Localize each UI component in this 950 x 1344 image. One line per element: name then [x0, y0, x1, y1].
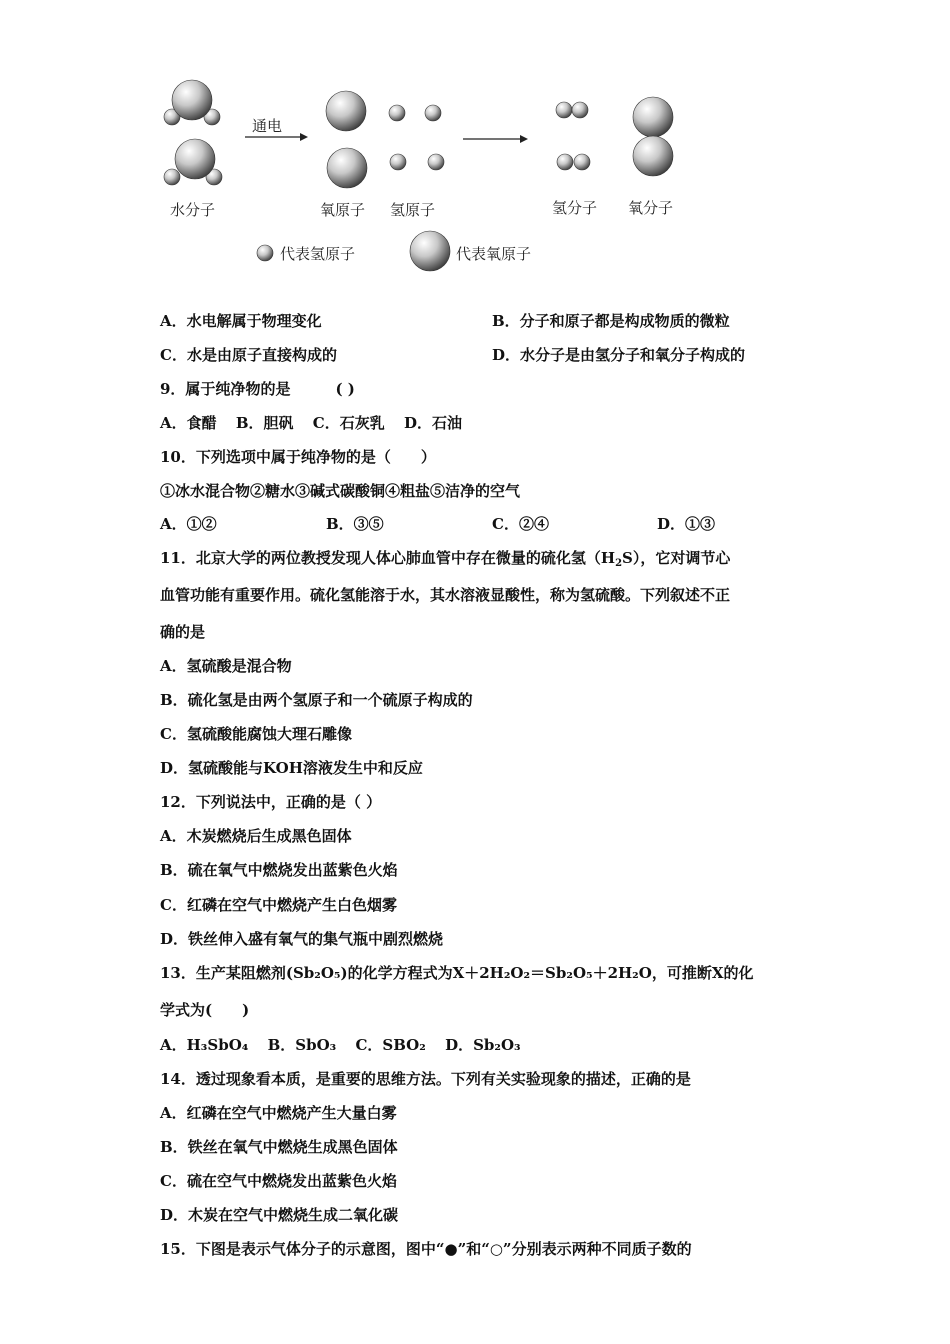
- q14-option-b: B．铁丝在氧气中燃烧生成黑色固体: [160, 1138, 398, 1156]
- q10-option-c: C．②④: [492, 515, 549, 533]
- label-hydrogen-molecule: 氢分子: [552, 199, 598, 217]
- q8-option-c: C．水是由原子直接构成的: [160, 346, 337, 364]
- legend-oxygen-label: 代表氧原子: [456, 245, 532, 263]
- q10-option-d: D．①③: [657, 515, 716, 533]
- label-water-molecule: 水分子: [170, 201, 216, 219]
- electrolysis-diagram: [150, 70, 710, 285]
- hydrogen-atom-1: [389, 105, 405, 121]
- water-molecule-bottom: [164, 139, 222, 185]
- hydrogen-atom-2: [425, 105, 441, 121]
- q12-option-d: D．铁丝伸入盛有氧气的集气瓶中剧烈燃烧: [160, 930, 444, 948]
- q10-items: ①冰水混合物②糖水③碱式碳酸铜④粗盐⑤洁净的空气: [160, 482, 521, 500]
- q11-stem-line2: 血管功能有重要作用。硫化氢能溶于水，其水溶液显酸性，称为氢硫酸。下列叙述不正: [160, 586, 731, 604]
- q9-options: [160, 413, 476, 433]
- oxygen-atom-2: [327, 148, 367, 188]
- reaction-arrow-1-head: [300, 133, 308, 141]
- water-molecule-top: [164, 80, 220, 125]
- q12-option-c: C．红磷在空气中燃烧产生白色烟雾: [160, 896, 397, 914]
- q11-option-c: C．氢硫酸能腐蚀大理石雕像: [160, 725, 352, 743]
- q13-options: [160, 1035, 535, 1055]
- q9-option-b: B．胆矾: [235, 414, 294, 432]
- q10-option-b: B．③⑤: [326, 515, 384, 533]
- q10-option-a: A．①②: [160, 515, 217, 533]
- q14-option-d: D．木炭在空气中燃烧生成二氧化碳: [160, 1206, 399, 1224]
- q11-option-a: A．氢硫酸是混合物: [160, 657, 292, 675]
- q13-option-b: B．SbO₃: [267, 1036, 337, 1054]
- hydrogen-molecule-1: [556, 102, 588, 118]
- hydrogen-atom-3: [390, 154, 406, 170]
- q13-stem-line1: 13．生产某阻燃剂(Sb₂O₅)的化学方程式为X＋2H₂O₂＝Sb₂O₅＋2H₂O，可推断X的化: [160, 964, 754, 982]
- q14-stem: 14．透过现象看本质，是重要的思维方法。下列有关实验现象的描述，正确的是: [160, 1070, 691, 1088]
- q13-option-c: C．SBO₂: [355, 1036, 426, 1054]
- q10-stem: 10．下列选项中属于纯净物的是（ ）: [160, 448, 436, 466]
- q13-stem-line2: 学式为( ): [160, 1001, 250, 1019]
- label-oxygen-molecule: 氧分子: [628, 199, 674, 217]
- q13-option-a: A．H₃SbO₄: [160, 1036, 249, 1054]
- arrow-label-electricity: 通电: [252, 117, 283, 135]
- q12-option-b: B．硫在氧气中燃烧发出蓝紫色火焰: [160, 861, 398, 879]
- legend-oxygen-symbol: [410, 231, 450, 271]
- oxygen-molecule: [633, 97, 673, 176]
- q11-stem-line1: 11．北京大学的两位教授发现人体心肺血管中存在微量的硫化氢$(H_2S)$，它对调节心: [160, 549, 731, 569]
- reaction-arrow-2-head: [520, 135, 528, 143]
- oxygen-atom-1: [326, 91, 366, 131]
- legend-hydrogen-symbol: [257, 245, 273, 261]
- legend-hydrogen-label: 代表氢原子: [280, 245, 356, 263]
- hydrogen-atom-4: [428, 154, 444, 170]
- q8-option-a: A．水电解属于物理变化: [160, 312, 322, 330]
- q15-stem: 15．下图是表示气体分子的示意图，图中“●”和“○”分别表示两种不同质子数的: [160, 1240, 692, 1258]
- q14-option-a: A．红磷在空气中燃烧产生大量白雾: [160, 1104, 397, 1122]
- q12-stem: 12．下列说法中，正确的是（ ）: [160, 793, 382, 811]
- q8-option-b: B．分子和原子都是构成物质的微粒: [492, 312, 730, 330]
- q11-option-d: D．氢硫酸能与KOH溶液发生中和反应: [160, 759, 423, 777]
- label-hydrogen-atom: 氢原子: [390, 201, 436, 219]
- q9-option-c: C．石灰乳: [312, 414, 385, 432]
- q11-option-b: B．硫化氢是由两个氢原子和一个硫原子构成的: [160, 691, 473, 709]
- q12-option-a: A．木炭燃烧后生成黑色固体: [160, 827, 352, 845]
- label-oxygen-atom: 氧原子: [320, 201, 366, 219]
- q8-option-d: D．水分子是由氢分子和氧分子构成的: [492, 346, 746, 364]
- q9-option-d: D．石油: [403, 414, 462, 432]
- hydrogen-molecule-2: [557, 154, 590, 170]
- q9-stem: 9．属于纯净物的是 ( ): [160, 380, 355, 398]
- q11-stem-line3: 确的是: [160, 623, 206, 641]
- q9-option-a: A．食醋: [160, 414, 217, 432]
- q13-option-d: D．Sb₂O₃: [445, 1036, 521, 1054]
- q14-option-c: C．硫在空气中燃烧发出蓝紫色火焰: [160, 1172, 397, 1190]
